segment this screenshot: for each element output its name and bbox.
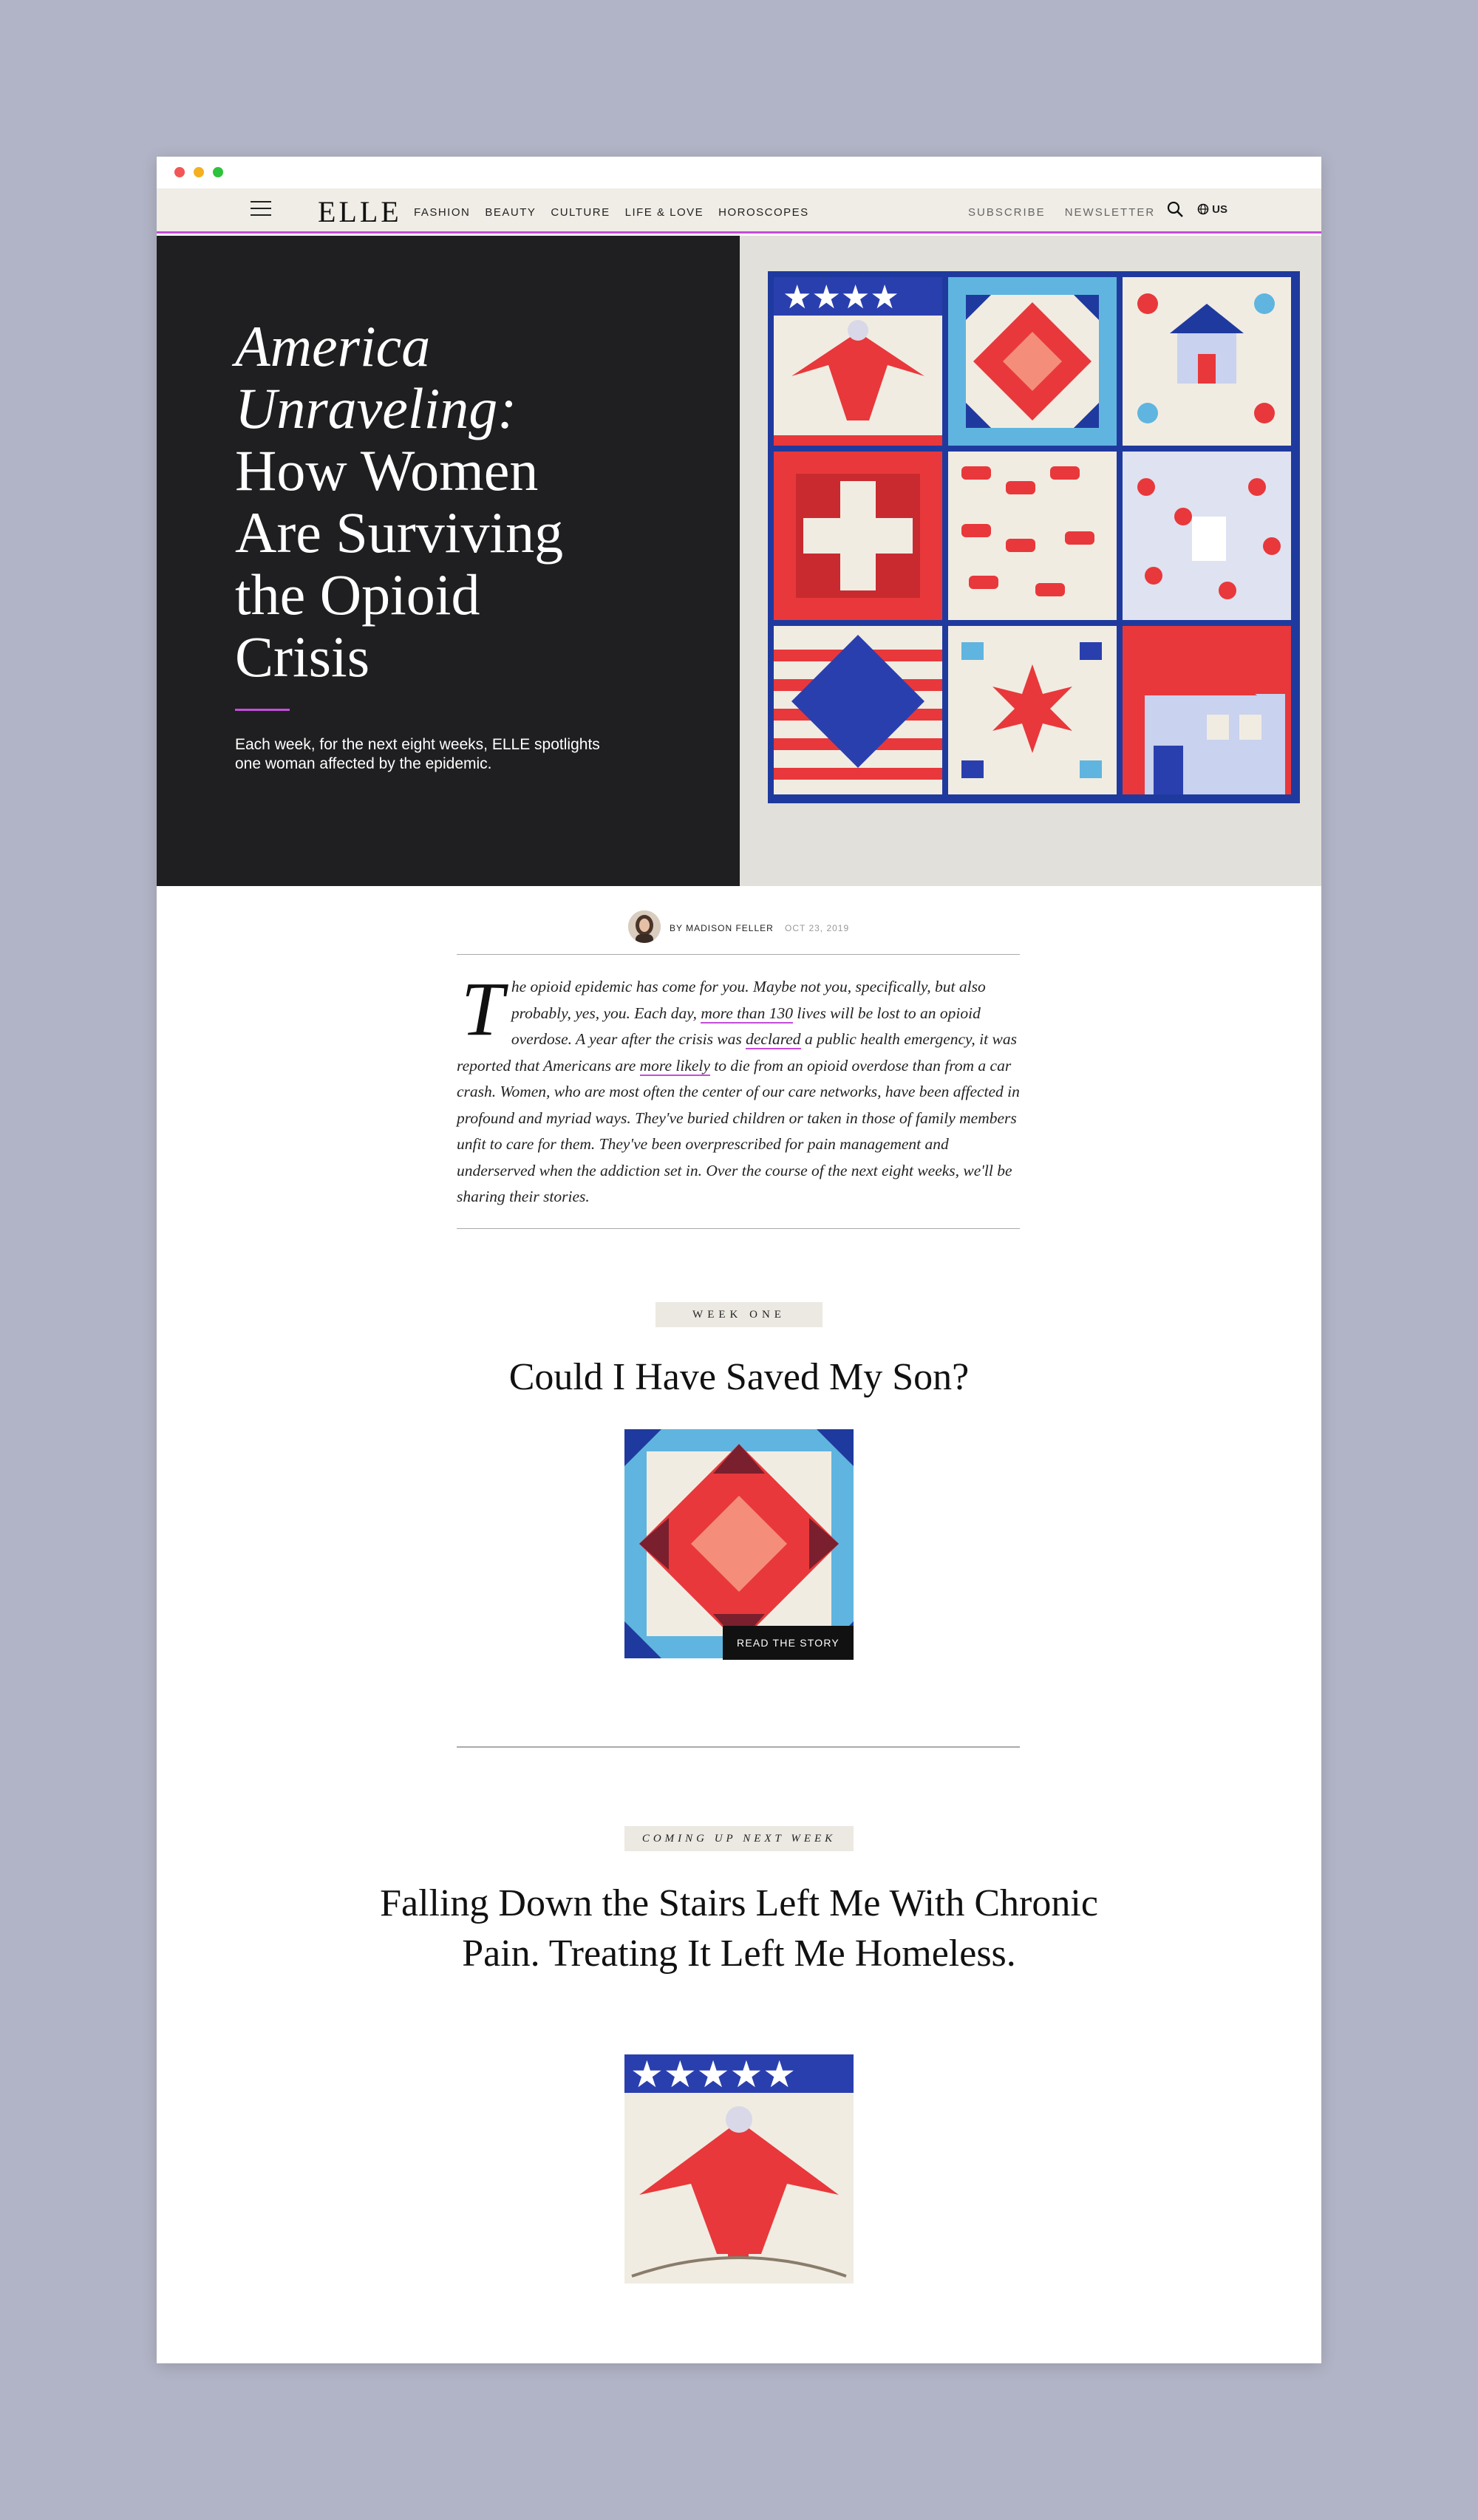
globe-icon bbox=[1197, 203, 1209, 215]
eagle-block-image bbox=[624, 2054, 854, 2284]
elle-logo[interactable]: ELLE bbox=[318, 195, 402, 228]
quilt-block-image bbox=[624, 1429, 854, 1658]
article-intro bbox=[457, 954, 1020, 1229]
hero-quilt-illustration bbox=[740, 236, 1321, 886]
link-more-likely[interactable]: more likely bbox=[639, 1056, 710, 1075]
hero-text-panel bbox=[157, 236, 740, 886]
browser-window bbox=[157, 157, 1321, 2363]
next-week-title[interactable]: Falling Down the Stairs Left Me With Chronic Pain. Treating It Left Me Homeless. bbox=[380, 1882, 1098, 1975]
week-one-thumbnail[interactable] bbox=[624, 1429, 854, 1658]
hero-subtitle: Each week, for the next eight weeks, ELLE spotlights one woman affected by the epidemic. bbox=[235, 736, 600, 772]
author-avatar[interactable] bbox=[628, 910, 661, 943]
hero-title-line-1: How Women bbox=[235, 438, 539, 503]
publish-date: OCT 23, 2019 bbox=[785, 923, 850, 933]
nav-item-fashion[interactable]: FASHION bbox=[414, 206, 471, 219]
search-icon[interactable] bbox=[1166, 200, 1184, 218]
region-label: US bbox=[1212, 203, 1228, 216]
close-window-button[interactable] bbox=[174, 167, 185, 177]
next-week-thumbnail[interactable] bbox=[624, 2054, 854, 2284]
main-menu bbox=[414, 206, 809, 219]
hero-section bbox=[157, 236, 1321, 886]
nav-item-beauty[interactable]: BEAUTY bbox=[485, 206, 537, 219]
article-byline bbox=[157, 905, 1321, 941]
article-text-2: lives will be lost to an opioid overdose. A year after the crisis was bbox=[511, 1004, 981, 1048]
article-text-4: to die from an opioid overdose than from a car crash. Women, who are most often the center of our care networks, have been affected in profound and myriad ways. They've buried children or taken in those of family members unfit to care for them. They've been overprescribed for pain management and underserved when the addiction set in. Over the course of the next eight weeks, we'll be sharing their stories. bbox=[457, 1056, 1020, 1205]
week-one-title[interactable]: Could I Have Saved My Son? bbox=[508, 1356, 970, 1398]
article-text-3: a public health emergency, it was reported that Americans are bbox=[457, 1030, 1017, 1075]
svg-text:★★★★: ★★★★ bbox=[783, 279, 899, 316]
nav-item-horoscopes[interactable]: HOROSCOPES bbox=[718, 206, 809, 219]
hero-title bbox=[235, 316, 678, 688]
minimize-window-button[interactable] bbox=[194, 167, 204, 177]
quilt-image bbox=[740, 236, 1321, 886]
hero-divider bbox=[235, 709, 290, 711]
read-the-story-button[interactable]: READ THE STORY bbox=[723, 1626, 854, 1660]
maximize-window-button[interactable] bbox=[213, 167, 223, 177]
article-paragraph bbox=[457, 967, 1020, 1210]
link-more-than-130[interactable]: more than 130 bbox=[701, 1004, 794, 1022]
hero-title-line-3: the Opioid bbox=[235, 562, 480, 627]
article-text-1: he opioid epidemic has come for you. Maybe not you, specifically, but also probably, yes, you. Each day, bbox=[511, 978, 986, 1022]
author-photo-icon bbox=[628, 910, 661, 943]
window-titlebar bbox=[157, 157, 1321, 188]
svg-text:★★★★★: ★★★★★ bbox=[630, 2054, 797, 2096]
hero-title-italic-2: Unraveling: bbox=[235, 376, 517, 440]
hero-title-line-2: Are Surviving bbox=[235, 500, 564, 565]
drop-cap: T bbox=[461, 967, 504, 1052]
nav-item-culture[interactable]: CULTURE bbox=[551, 206, 610, 219]
region-selector[interactable] bbox=[1197, 203, 1227, 216]
site-header bbox=[157, 188, 1321, 234]
nav-item-life-love[interactable]: LIFE & LOVE bbox=[624, 206, 704, 219]
author-name[interactable]: BY MADISON FELLER bbox=[670, 923, 774, 933]
subscribe-link[interactable]: SUBSCRIBE bbox=[968, 206, 1046, 219]
hero-title-line-4: Crisis bbox=[235, 624, 370, 689]
coming-up-label: COMING UP NEXT WEEK bbox=[624, 1826, 854, 1851]
hamburger-menu-icon[interactable] bbox=[251, 201, 271, 217]
week-one-label: WEEK ONE bbox=[655, 1302, 823, 1327]
link-declared[interactable]: declared bbox=[746, 1030, 801, 1048]
section-divider bbox=[457, 1746, 1020, 1748]
header-links bbox=[968, 206, 1155, 219]
newsletter-link[interactable]: NEWSLETTER bbox=[1064, 206, 1156, 219]
hero-title-italic-1: America bbox=[235, 314, 431, 378]
